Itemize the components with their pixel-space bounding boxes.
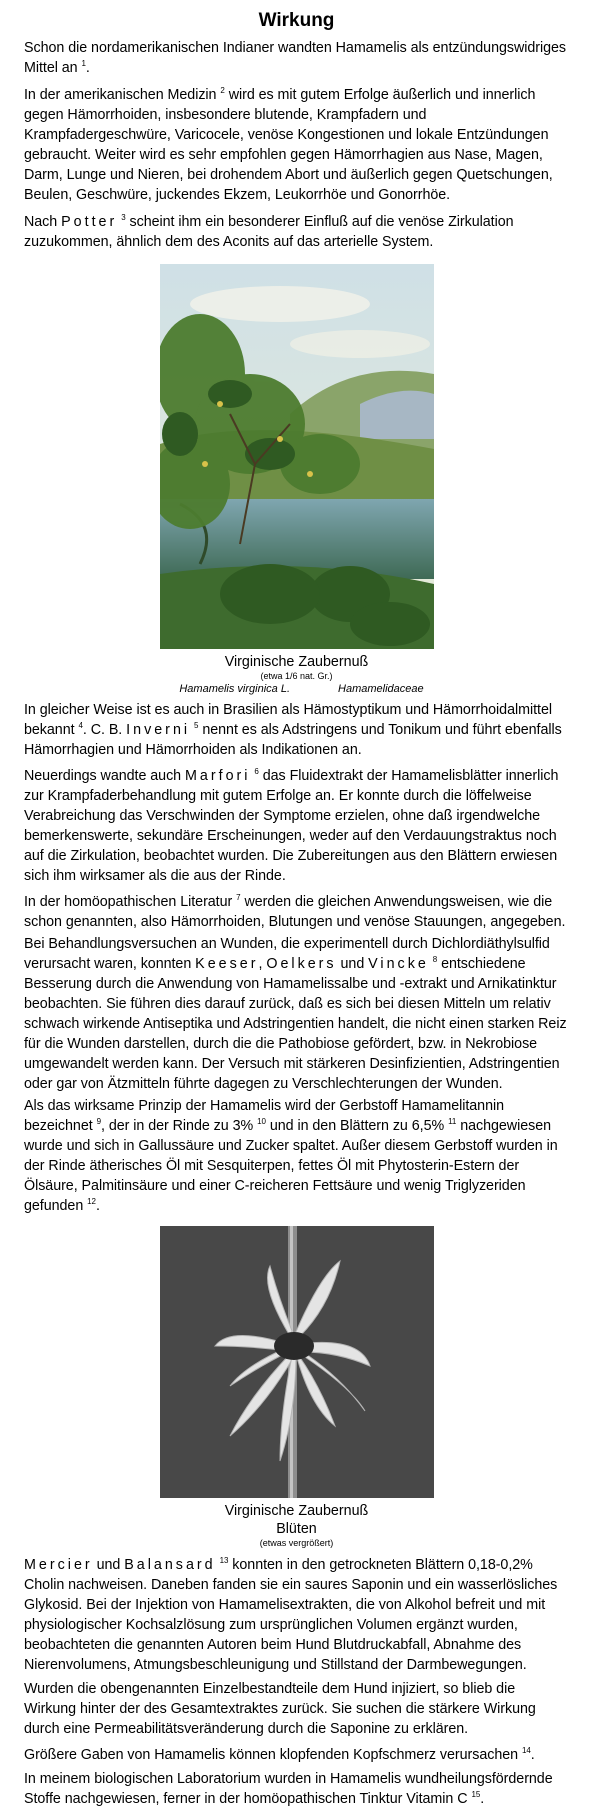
figure2-caption-line2: Blüten xyxy=(276,1521,317,1537)
figure2-caption-line1: Virginische Zaubernuß xyxy=(224,1503,369,1519)
paragraph-text: und xyxy=(92,1557,125,1573)
blossom-photo xyxy=(160,1226,434,1498)
footnote-ref: 14 xyxy=(521,1746,531,1756)
footnote-ref: 8 xyxy=(432,955,438,965)
author-name: Marfori xyxy=(185,768,251,784)
paragraph-text: In der amerikanischen Medizin xyxy=(24,87,221,103)
paragraph-text: Größere Gaben von Hamamelis können klopfenden Kopfschmerz verursachen xyxy=(24,1747,522,1763)
plant-illustration xyxy=(160,264,434,649)
footnote-ref: 11 xyxy=(448,1117,457,1127)
paragraph-text: wird es mit gutem Erfolge äußerlich und innerlich gegen Hämorrhoiden, insbesondere blutende, Krampfadern und Krampfadergeschwüre, Varicocele, venöse Kongestionen und lokale Entzündungen gebraucht. Weiter wird es sehr empfohlen gegen Hämorrhagien aus Nase, Magen, Darm, Lunge und Nieren, bei drohendem Abort und äußerlich gegen Quetschungen, Beulen, Geschwüre, juckendes Ekzem, Leukorrhöe und Gonorrhöe. xyxy=(24,87,553,203)
paragraph-text: In gleicher Weise ist es auch in Brasilien als Hämostyptikum und Hämorrhoidalmittel bekannt xyxy=(24,702,552,738)
figure2-scale: (etwas vergrößert) xyxy=(259,1538,334,1548)
author-name: Inverni xyxy=(126,722,191,738)
paragraph-text: nachgewiesen wurde und sich in Gallussäure und Zucker spaltet. Außer diesem Gerbstoff wurden in der Rinde ätherisches Öl mit Sesquiterpen, fettes Öl mit Phytosterin-Estern der Ölsäure, Palmitinsäure und einer C-reicheren Fettsäure und wenig Triglyzeriden gefunden xyxy=(24,1118,558,1214)
paragraph-text: In meinem biologischen Laboratorium wurden in Hamamelis wundheilungsfördernde Stoffe nachgewiesen, ferner in der homöopathischen Tinktur Vitamin C xyxy=(24,1771,553,1807)
author-name: Vincke xyxy=(368,956,429,972)
footnote-ref: 10 xyxy=(257,1117,266,1127)
paragraph xyxy=(0,1679,593,1739)
paragraph-text: entschiedene Besserung durch die Anwendung von Hamamelissalbe und -extrakt und Arnikatinktur beobachten. Sie führen dies darauf zurück, daß es sich bei diesen Mitteln um relativ schwach wirkende Antiseptika und Adstringentien handelt, die nicht einen starken Reiz für die Wunden darstellen, durch die die Pathobiose gefördert, bzw. in Nekrobiose umgewandelt werden kann. Der Versuch mit stärkeren Desinfizientien, Adstringentien oder gar von Ätzmitteln führte dagegen zu Verschlechterungen der Wunden. xyxy=(24,956,567,1092)
paragraph-text: . xyxy=(480,1791,485,1807)
paragraph-text: werden die gleichen Anwendungsweisen, wie die schon genannten, also Hämorrhoiden, Blutungen und venöse Stauungen, angegeben. xyxy=(24,894,566,930)
footnote-ref: 9 xyxy=(96,1117,101,1127)
paragraph xyxy=(0,1096,593,1216)
text-section-top xyxy=(0,38,593,252)
footnote-ref: 2 xyxy=(220,86,225,96)
paragraph-text: , der in der Rinde zu 3% xyxy=(100,1118,258,1134)
footnote-ref: 15 xyxy=(471,1790,481,1800)
paragraph-text: Neuerdings wandte auch xyxy=(24,768,185,784)
author-name: Balansard xyxy=(124,1557,216,1573)
footnote-ref: 5 xyxy=(194,721,199,731)
footnote-ref: 4 xyxy=(78,721,83,731)
paragraph-text: Als das wirksame Prinzip der Hamamelis wird der Gerbstoff Hamamelitannin bezeichnet xyxy=(24,1098,505,1134)
paragraph-text: Wurden die obengenannten Einzelbestandteile dem Hund injiziert, so blieb die Wirkung hinter der des Gesamtextraktes zurück. Sie suchen die stärkere Wirkung durch eine Permeabilitätsveränderung durch die Saponine zu erklären. xyxy=(24,1681,536,1737)
figure-botanical-names xyxy=(10,682,593,696)
footnote-ref: 12 xyxy=(87,1197,96,1207)
paragraph-text: Schon die nordamerikanischen Indianer wandten Hamamelis als entzündungswidriges Mittel an xyxy=(24,40,567,76)
paragraph-text: nennt es als Adstringens und Tonikum und führt ebenfalls Hämorrhagien und Hämorrhoiden als Indikationen an. xyxy=(24,722,562,758)
author-name: Potter xyxy=(61,214,118,230)
plant-family: Hamamelidaceae xyxy=(338,683,424,695)
paragraph xyxy=(0,1769,593,1809)
paragraph-text: . xyxy=(85,60,90,76)
paragraph-text: , xyxy=(258,956,267,972)
paragraph xyxy=(0,1745,593,1765)
paragraph-text: scheint ihm ein besonderer Einfluß auf die venöse Zirkulation zuzukommen, ähnlich dem des Aconits auf das arterielle System. xyxy=(24,214,514,250)
paragraph xyxy=(0,892,593,932)
paragraph-text: und xyxy=(336,956,369,972)
paragraph-text: das Fluidextrakt der Hamamelisblätter innerlich zur Krampfaderbehandlung mit gutem Erfolge an. Er konnte durch die löffelweise Verabreichung das Verschwinden der Symptome erzielen, ohne daß irgendwelche bemerkenswerte, sekundäre Erscheinungen, weder auf den Verdauungstraktus noch auf die Zirkulation, beobachtet wurden. Die Zubereitungen aus den Blättern erwiesen sich ihm wirksamer als die aus der Rinde. xyxy=(24,768,559,884)
paragraph xyxy=(0,934,593,1094)
page-title: Wirkung xyxy=(258,10,335,31)
paragraph xyxy=(0,38,593,78)
figure-caption: Virginische Zaubernuß xyxy=(224,654,369,670)
paragraph xyxy=(0,212,593,252)
paragraph xyxy=(0,1555,593,1675)
footnote-ref: 13 xyxy=(219,1556,229,1566)
author-name: Mercier xyxy=(24,1557,93,1573)
author-name: Oelkers xyxy=(266,956,337,972)
footnote-ref: 6 xyxy=(254,767,259,777)
author-name: Keeser xyxy=(195,956,259,972)
paragraph-text: und in den Blättern zu 6,5% xyxy=(265,1118,449,1134)
paragraph-text: konnten in den getrockneten Blättern 0,18-0,2% Cholin nachweisen. Daneben fanden sie ein saures Saponin und ein wasserlösliches Glykosid. Bei der Injektion von Hamamelisextrakten, die von Alkohol befreit und mit physiologischer Kochsalzlösung zum ursprünglichen Volumen ergänzt wurden, beobachteten die genannten Autoren beim Hund Blutdruckabfall, Abnahme des Nierenvolumens, Atmungsbeschleunigung und Stillstand der Darmbewegungen. xyxy=(24,1557,558,1673)
footnote-ref: 3 xyxy=(121,213,126,223)
text-section-middle xyxy=(0,700,593,1216)
footnote-ref: 7 xyxy=(236,893,241,903)
paragraph xyxy=(0,700,593,760)
paragraph-text: Bei Behandlungsversuchen an Wunden, die experimentell durch Dichlordiäthylsulfid verursacht waren, konnten xyxy=(24,936,550,972)
figure-plant xyxy=(0,264,593,696)
paragraph-text: In der homöopathischen Literatur xyxy=(24,894,237,910)
paragraph-text: . xyxy=(95,1198,100,1214)
figure-scale: (etwa 1/6 nat. Gr.) xyxy=(260,671,333,681)
paragraph-text: . C. B. xyxy=(82,722,127,738)
paragraph xyxy=(0,85,593,205)
paragraph xyxy=(0,766,593,886)
text-section-bottom xyxy=(0,1555,593,1809)
footnote-ref: 1 xyxy=(81,59,86,69)
paragraph-text: . xyxy=(530,1747,535,1763)
figure-blossoms xyxy=(0,1226,593,1549)
paragraph-text: Nach xyxy=(24,214,62,230)
latin-name: Hamamelis virginica L. xyxy=(179,683,291,695)
